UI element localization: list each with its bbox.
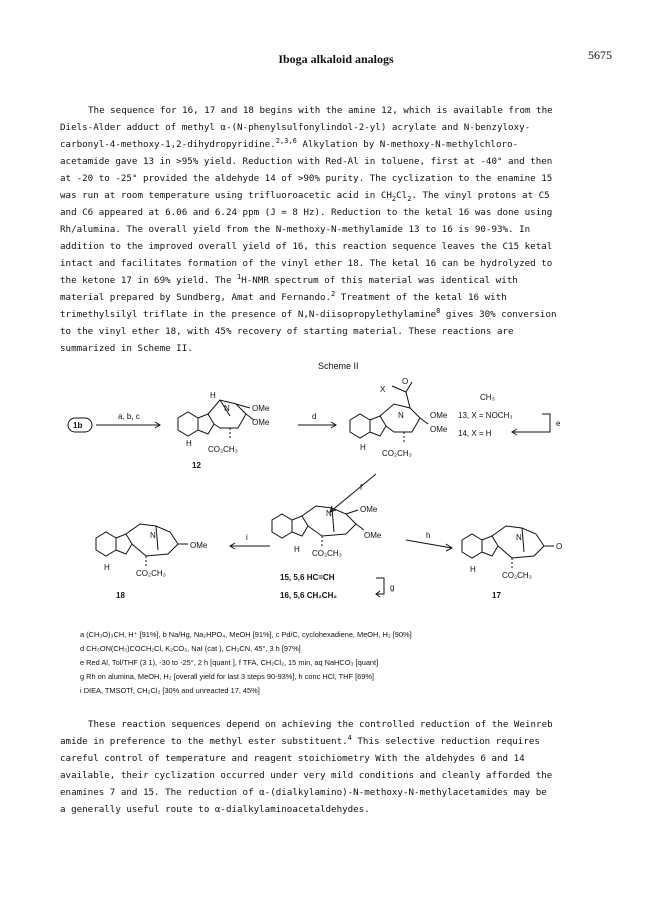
- step-abc-label: a, b, c: [118, 412, 140, 421]
- compound-18-label: 18: [116, 591, 125, 600]
- step-e-label: e: [556, 419, 561, 428]
- text-line: trimethylsilyl triflate in the presence of N,N-diisopropylethylamine$^8$ gives 30% conversion: [60, 306, 557, 320]
- substituent-label: CO₂CH₃: [382, 449, 412, 458]
- text-line: enamines 7 and 15. The reduction of α-(dialkylamino)-N-methoxy-N-methylacetamides may be: [60, 787, 547, 798]
- text-line: Diels-Alder adduct of methyl α-(N-phenylsulfonylindol-2-yl) acrylate and N-benzyloxy-: [60, 122, 531, 133]
- atom-label: O: [402, 378, 409, 386]
- substituent-label: CO₂CH₃: [312, 549, 342, 558]
- compound-17-label: 17: [492, 591, 501, 600]
- atom-label: O: [556, 542, 563, 551]
- text-line: was run at room temperature using trifluoroacetic acid in $CH_2Cl_2$. The vinyl protons at C5: [60, 190, 550, 203]
- step-f-label: f: [360, 483, 363, 492]
- atom-label: H: [104, 563, 110, 572]
- scheme-footnotes: [80, 628, 640, 698]
- structure-17: [462, 526, 554, 568]
- citation-superscript: 8: [436, 306, 441, 315]
- text-line: summarized in Scheme II.: [60, 343, 193, 354]
- substituent-label: OMe: [430, 425, 448, 434]
- compound-16-label: 16, 5,6 CH₂CH₂: [280, 591, 337, 600]
- text-line: to the vinyl ether 18, with 45% recovery of starting material. These reactions are: [60, 326, 514, 337]
- text-line: Rh/alumina. The overall yield from the N-methoxy-N-methylamide 13 to 16 is 90-93%. In: [60, 224, 531, 235]
- text-line: the ketone 17 in 69% yield. The $^1$H-NMR spectrum of this material was identical with: [60, 272, 518, 286]
- text-line: material prepared by Sundberg, Amat and Fernando.$^2$ Treatment of the ketal 16 with: [60, 289, 507, 303]
- structure-13-14: [350, 382, 428, 442]
- structure-12: [178, 400, 254, 438]
- substituent-label: OMe: [360, 505, 378, 514]
- substituent-label: OMe: [430, 411, 448, 420]
- citation-superscript: 2: [331, 289, 336, 298]
- text-line: intact and facilitates formation of the vinyl ether 18. The ketal 16 can be hydrolyzed to: [60, 258, 553, 269]
- substituent-label: OMe: [252, 418, 270, 427]
- scheme-ii-diagram: [60, 378, 620, 618]
- atom-label: N: [398, 411, 404, 420]
- structure-18: [96, 524, 188, 566]
- footnote-line: a (CH₃O)₃CH, H⁺ [91%], b Na/Hg, Na₂HPO₄, MeOH [91%], c Pd/C, cyclohexadiene, MeOH, H₂ [90%]: [80, 630, 412, 639]
- atom-label: X: [380, 385, 386, 394]
- footnote-line: g Rh on alumina, MeOH, H₂ [overall yield for last 3 steps 90-93%], h conc HCl, THF [69%]: [80, 672, 374, 681]
- text-line: amide in preference to the methyl ester substituent.$^4$ This selective reduction requires: [60, 733, 540, 747]
- atom-label: N: [326, 509, 332, 518]
- paragraph-2: [60, 716, 620, 818]
- atom-label: N: [516, 533, 522, 542]
- step-g-label: g: [390, 583, 395, 592]
- atom-label: H: [210, 391, 216, 400]
- text-line: at -20 to -25° provided the aldehyde 14 of >90% purity. The cyclization to the enamine 15: [60, 173, 553, 184]
- text-line: careful control of temperature and reagent stoichiometry With the aldehydes 6 and 14: [60, 753, 525, 764]
- page-number: 5675: [588, 48, 612, 62]
- compound-15-label: 15, 5,6 HC=CH: [280, 573, 335, 582]
- atom-label: H: [360, 443, 366, 452]
- paragraph-1: [60, 102, 620, 357]
- text-line: These reaction sequences depend on achieving the controlled reduction of the Weinreb: [88, 719, 553, 730]
- atom-label: H: [294, 545, 300, 554]
- text-line: available, their cyclization occurred under very mild conditions and cleanly afforded the: [60, 770, 553, 781]
- substituent-label: CO₂CH₃: [208, 445, 238, 454]
- methyl-label: CH₃: [480, 393, 495, 402]
- substituent-label: CO₂CH₃: [502, 571, 532, 580]
- text-line: addition to the improved overall yield of 16, this reaction sequence leaves the C15 ketal: [60, 241, 553, 252]
- text-line: acetamide gave 13 in >95% yield. Reduction with Red-Al in toluene, first at -40° and then: [60, 156, 553, 167]
- step-h-label: h: [426, 531, 431, 540]
- text-line: a generally useful route to α-dialkylaminoacetaldehydes.: [60, 804, 370, 815]
- substituent-label: OMe: [190, 541, 208, 550]
- substituent-label: OMe: [252, 404, 270, 413]
- running-title: Iboga alkaloid analogs: [278, 52, 394, 66]
- step-d-label: d: [312, 412, 317, 421]
- citation-superscript: 2,3,6: [275, 136, 297, 145]
- text-line: The sequence for 16, 17 and 18 begins with the amine 12, which is available from the: [88, 105, 553, 116]
- compound-13-label: 13, X = NOCH₃: [458, 411, 513, 420]
- atom-label: N: [150, 531, 156, 540]
- compound-12-label: 12: [192, 461, 201, 470]
- structure-15-16: [272, 506, 364, 546]
- start-compound-label: 1b: [73, 421, 83, 430]
- atom-label: H: [470, 565, 476, 574]
- footnote-line: i DIEA, TMSOTf, CH₂Cl₂ [30% and unreacted 17, 45%]: [80, 686, 260, 695]
- citation-superscript: 4: [347, 733, 352, 742]
- step-i-label: i: [246, 533, 248, 542]
- substituent-label: OMe: [364, 531, 382, 540]
- atom-label: H: [186, 439, 192, 448]
- compound-14-label: 14, X = H: [458, 429, 492, 438]
- footnote-line: d CH₃ON(CH₃)COCH₂Cl, K₂CO₃, NaI (cat ), CH₃CN, 45°, 3 h [97%]: [80, 644, 301, 653]
- text-line: carbonyl-4-methoxy-1,2-dihydropyridine.$^{2,3,6}$ Alkylation by N-methoxy-N-methylchloro-: [60, 136, 519, 150]
- atom-label: N: [224, 404, 230, 413]
- substituent-label: CO₂CH₃: [136, 569, 166, 578]
- text-line: and C6 appeared at 6.06 and 6.24 ppm (J = 8 Hz). Reduction to the ketal 16 was done using: [60, 207, 553, 218]
- footnote-line: e Red Al, Tol/THF (3 1), -30 to -25°, 2 h [quant ], f TFA, CH₂Cl₂, 15 min, aq NaHCO₃ [quant]: [80, 658, 379, 667]
- scheme-title: Scheme II: [318, 361, 359, 371]
